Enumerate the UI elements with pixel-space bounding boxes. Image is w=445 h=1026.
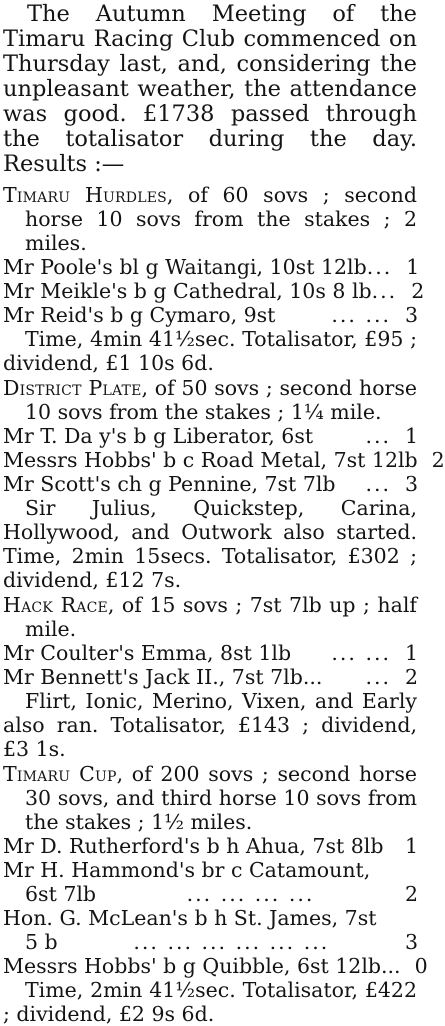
placing-row (3, 472, 417, 496)
placing-row (3, 279, 425, 303)
race-note (3, 689, 417, 761)
leader-dots: ... (366, 255, 393, 279)
placing-row (3, 303, 417, 327)
placing-row (3, 641, 417, 665)
race-block (3, 183, 425, 375)
race-heading (3, 183, 417, 255)
race-name: Timaru Hurdles (3, 183, 167, 207)
race-conditions: , of 200 sovs ; second horse 30 sovs, and third horse 10 sovs from the stakes ; 1½ miles. (25, 762, 417, 834)
race-conditions: , of 15 sovs ; 7st 7lb up ; half mile. (25, 593, 417, 641)
placing-position: 2 (431, 448, 445, 472)
placing-position: 0 (414, 954, 428, 978)
placing-position: 3 (405, 472, 419, 496)
placing-position: 1 (405, 834, 419, 858)
intro-paragraph (3, 2, 417, 177)
placing-entry: Mr Bennett's Jack II., 7st 7lb... (3, 665, 323, 689)
race-conditions: , of 50 sovs ; second horse 10 sovs from the stakes ; 1¼ mile. (25, 376, 417, 424)
race-note-text: Time, 2min 41½sec. Totalisator, £422 ; dividend, £2 9s 6d. (3, 978, 417, 1026)
leader-dots: ... (365, 472, 391, 496)
placing-row (3, 954, 428, 978)
placing-row (3, 448, 445, 472)
placing-position: 1 (406, 255, 420, 279)
placing-weight: 6st 7lb (25, 882, 97, 906)
race-conditions: , of 60 sovs ; second horse 10 sovs from the stakes ; 2 miles. (25, 183, 417, 255)
placing-entry: Mr Coulter's Emma, 8st 1lb (3, 641, 292, 665)
placing-entry: Messrs Hobbs' b c Road Metal, 7st 12lb (3, 448, 418, 472)
placing-entry: Mr H. Hammond's br c Catamount, (3, 858, 371, 882)
placing-position: 1 (405, 424, 419, 448)
leader-dots: ... ... ... ... (186, 882, 315, 906)
race-name: Timaru Cup (3, 762, 117, 786)
leader-dots: ... (365, 424, 391, 448)
placing-entry: Mr T. Da y's b g Liberator, 6st (3, 424, 314, 448)
race-block (3, 593, 417, 761)
race-note (3, 327, 417, 375)
placing-row (3, 665, 417, 689)
placing-row (3, 858, 417, 882)
race-name: District Plate (3, 376, 142, 400)
placing-row (3, 906, 417, 930)
race-heading (3, 593, 417, 641)
leader-dots: ... ... ... ... ... ... (133, 930, 330, 954)
race-note-text: Sir Julius, Quickstep, Carina, Hollywood, and Outwork also started. Time, 2min 15secs. Totalisator, £302 ; dividend, £12 7s. (3, 496, 417, 592)
placing-entry: Messrs Hobbs' b g Quibble, 6st 12lb... (3, 954, 401, 978)
race-note-text: Time, 4min 41½sec. Totalisator, £95 ; dividend, £1 10s 6d. (3, 327, 417, 375)
placing-position: 2 (405, 882, 419, 906)
race-results (3, 183, 445, 1026)
placing-continuation (3, 882, 417, 906)
race-heading (3, 376, 417, 424)
race-block (3, 376, 445, 592)
placing-position: 1 (405, 641, 419, 665)
placing-position: 2 (411, 279, 425, 303)
placing-position: 2 (405, 665, 419, 689)
placing-position: 3 (405, 303, 419, 327)
placing-row (3, 834, 417, 858)
placing-entry: Hon. G. McLean's b h St. James, 7st (3, 906, 377, 930)
placing-entry: Mr D. Rutherford's b h Ahua, 7st 8lb (3, 834, 384, 858)
placing-position: 3 (405, 930, 419, 954)
race-name: Hack Race (3, 593, 108, 617)
race-note-text: Flirt, Ionic, Merino, Vixen, and Early also ran. Totalisator, £143 ; dividend, £3 1s. (3, 689, 417, 761)
leader-dots: ... ... (331, 641, 391, 665)
race-note (3, 496, 417, 592)
leader-dots: ... ... (331, 303, 391, 327)
placing-entry: Mr Meikle's b g Cathedral, 10s 8 lb (3, 279, 372, 303)
race-heading (3, 762, 417, 834)
leader-dots: ... (371, 279, 398, 303)
placing-entry: Mr Poole's bl g Waitangi, 10st 12lb (3, 255, 367, 279)
placing-row (3, 424, 417, 448)
placing-entry: Mr Scott's ch g Pennine, 7st 7lb (3, 472, 336, 496)
placing-continuation (3, 930, 417, 954)
placing-entry: Mr Reid's b g Cymaro, 9st (3, 303, 276, 327)
race-note (3, 978, 417, 1026)
race-block (3, 762, 428, 1026)
leader-dots: ... (365, 665, 391, 689)
placing-weight: 5 b (25, 930, 58, 954)
placing-row (3, 255, 420, 279)
intro-text: The Autumn Meeting of the Timaru Racing Club commenced on Thursday last, and, considering the unpleasant weather, the attendance was good. £1738 passed through the totalisator during the day. Results :— (3, 1, 417, 177)
